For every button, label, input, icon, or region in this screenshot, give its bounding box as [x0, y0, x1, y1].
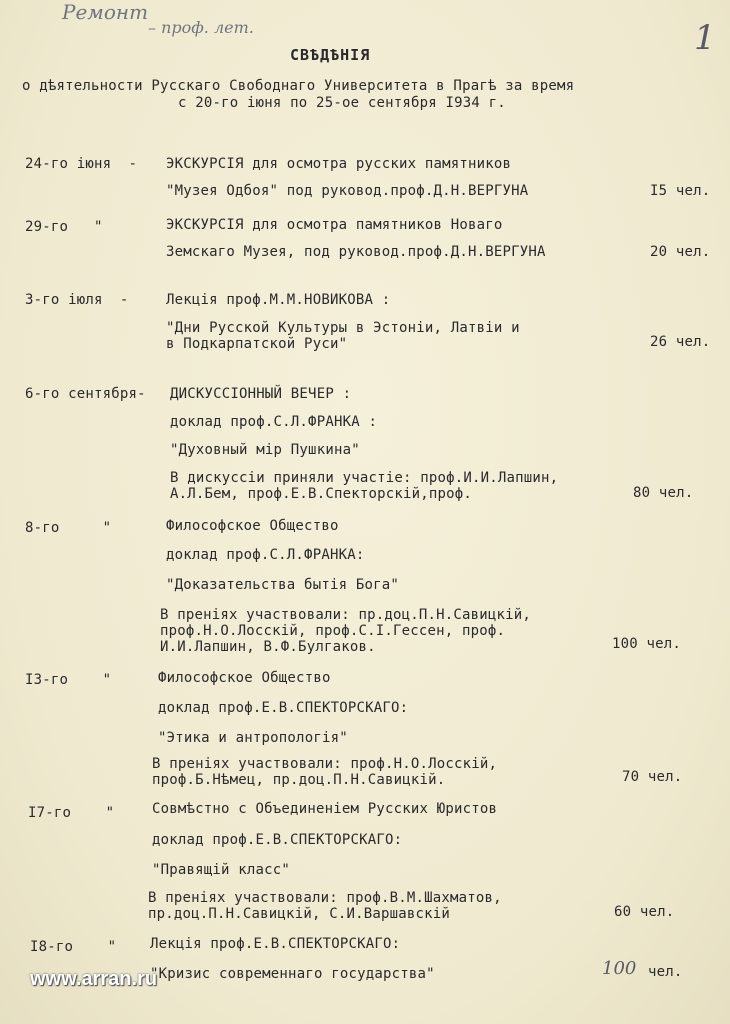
attendance-count: I5 чел.: [650, 183, 711, 199]
entry-line: В преніях участвовали: проф.В.М.Шахматов,: [148, 890, 502, 906]
entry-date: 8-го ": [25, 520, 112, 536]
handwritten-note-sub: – проф. лет.: [148, 18, 254, 37]
subtitle-line-2: с 20-го іюня по 25-ое сентября I934 г.: [178, 95, 506, 111]
entry-line: ЭКСКУРСІЯ для осмотра памятников Новаго: [166, 217, 503, 233]
entry-line: ЭКСКУРСІЯ для осмотра русских памятников: [166, 156, 512, 172]
attendance-count: 80 чел.: [633, 485, 694, 501]
entry-line: И.И.Лапшин, В.Ф.Булгаков.: [160, 639, 376, 655]
entry-date: 24-го іюня -: [25, 156, 138, 172]
entry-line: Лекція проф.М.М.НОВИКОВА :: [166, 292, 391, 308]
attendance-count: 70 чел.: [622, 769, 683, 785]
entry-date: 6-го сентября-: [25, 386, 146, 402]
entry-date: I7-го ": [28, 805, 115, 821]
entry-line: В преніях участвовали: проф.Н.О.Лосскій,: [152, 756, 498, 772]
entry-line: "Музея Одбоя" под руковод.проф.Д.Н.ВЕРГУНА: [166, 183, 529, 199]
attendance-count: 20 чел.: [650, 244, 711, 260]
attendance-count: 100 чел.: [612, 636, 682, 652]
entry-line: "Доказательства бытія Бога": [166, 577, 399, 593]
entry-line: в Подкарпатской Руси": [166, 336, 348, 352]
entry-line: "Кризис современнаго государства": [150, 966, 435, 982]
entry-line: доклад проф.С.Л.ФРАНКА :: [170, 414, 378, 430]
entry-line: Философское Общество: [158, 670, 331, 686]
entry-line: доклад проф.С.Л.ФРАНКА:: [166, 547, 365, 563]
subtitle-line-1: о дѣятельности Русскаго Свободнаго Университета в Прагѣ за время: [22, 78, 575, 94]
entry-line: Философское Общество: [166, 518, 339, 534]
entry-date: 3-го іюля -: [25, 292, 129, 308]
entry-line: "Правящій класс": [152, 862, 291, 878]
attendance-unit: чел.: [648, 964, 683, 980]
attendance-count: 60 чел.: [614, 904, 675, 920]
attendance-count-handwritten: 100: [602, 958, 637, 979]
entry-line: проф.Н.О.Лосскій, проф.С.І.Гессен, проф.: [160, 623, 506, 639]
entry-line: Лекція проф.Е.В.СПЕКТОРСКАГО:: [150, 936, 401, 952]
entry-line: В преніях участвовали: пр.доц.П.Н.Савицкій,: [160, 607, 532, 623]
entry-line: В дискуссіи приняли участіе: проф.И.И.Лапшин,: [170, 470, 559, 486]
entry-date: I8-го ": [30, 939, 117, 955]
entry-line: пр.доц.П.Н.Савицкій, С.И.Варшавскій: [148, 906, 451, 922]
watermark: www.arran.ru: [30, 968, 158, 990]
entry-line: Земскаго Музея, под руковод.проф.Д.Н.ВЕРГУНА: [166, 244, 546, 260]
entry-line: "Дни Русской Культуры в Эстоніи, Латвіи и: [166, 320, 520, 336]
document-title: СВѢДѢНІЯ: [290, 46, 371, 64]
handwritten-note-top: Ремонт: [62, 0, 149, 24]
entry-line: проф.Б.Нѣмец, пр.доц.П.Н.Савицкій.: [152, 772, 446, 788]
entry-line: А.Л.Бем, проф.Е.В.Спекторскій,проф.: [170, 486, 473, 502]
entry-line: Совмѣстно с Объединеніем Русских Юристов: [152, 801, 498, 817]
entry-line: "Этика и антропологія": [158, 730, 348, 746]
entry-line: "Духовный мір Пушкина": [170, 442, 360, 458]
attendance-count: 26 чел.: [650, 334, 711, 350]
entry-line: доклад проф.Е.В.СПЕКТОРСКАГО:: [152, 832, 403, 848]
entry-date: 29-го ": [25, 219, 103, 235]
entry-line: доклад проф.Е.В.СПЕКТОРСКАГО:: [158, 700, 409, 716]
entry-date: I3-го ": [25, 672, 112, 688]
entry-line: ДИСКУССІОННЫЙ ВЕЧЕР :: [170, 386, 352, 402]
page-number-handwritten: 1: [694, 18, 716, 58]
